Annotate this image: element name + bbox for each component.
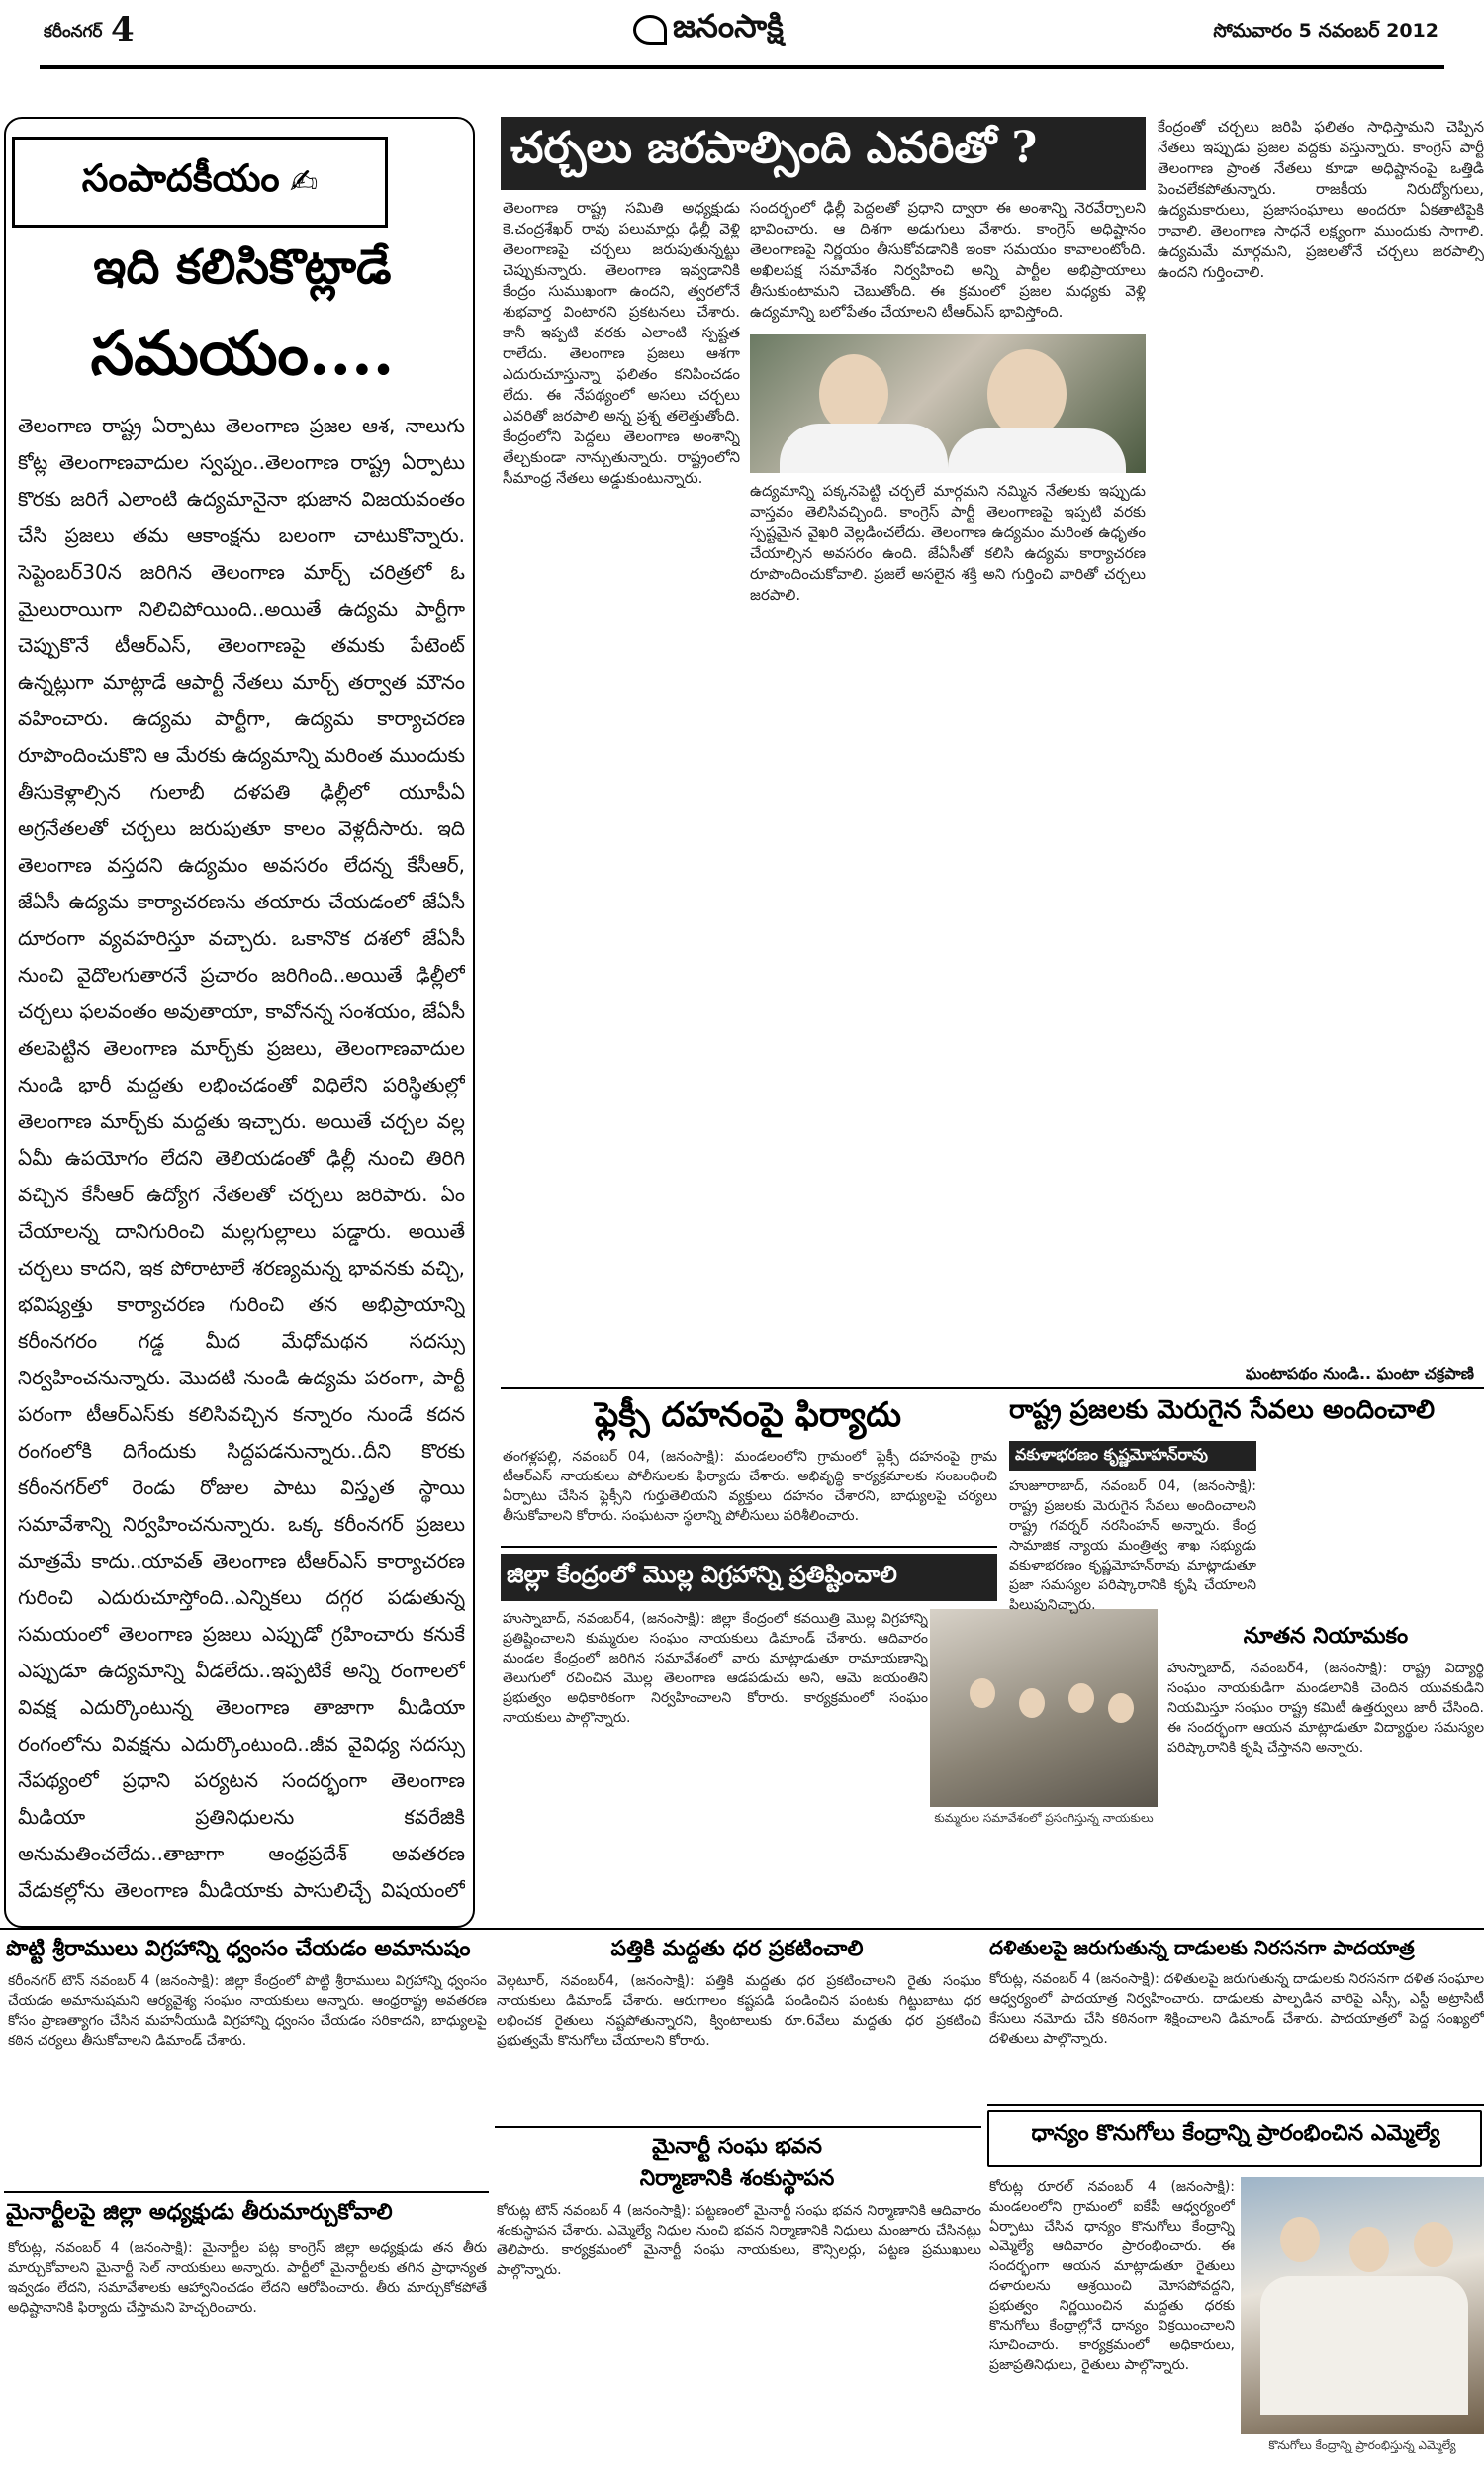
potti-headline: పొట్టి శ్రీరాములు విగ్రహాన్ని ధ్వంసం చేయడం అమానుషం bbox=[6, 1936, 471, 1961]
appointment-body: హుస్నాబాద్, నవంబర్4, (జనంసాక్షి): రాష్ట్ర విద్యార్థి సంఘం నాయకుడిగా మండలానికి చెందిన యువకుడిని నియమిస్తూ సంఘం రాష్ట్ర కమిటీ ఉత్తర్వులు జారీ చేసింది. ఈ సందర్భంగా ఆయన మాట్లాడుతూ విద్యార్థుల సమస్యల పరిష్కారానికి కృషి చేస్తానని అన్నారు. bbox=[1167, 1661, 1484, 1756]
dalit-rule bbox=[987, 2104, 1484, 2106]
lead-col1: తెలంగాణ రాష్ట్ర సమితి అధ్యక్షుడు కె.చంద్రశేఖర్ రావు పలుమార్లు ఢిల్లీ వెళ్లి తెలంగాణపై చర్చలు జరుపుతున్నట్టు చెప్పుకున్నారు. తెలంగాణ ఇవ్వడానికి కేంద్రం సుముఖంగా ఉందని, త్వరలోనే శుభవార్త వింటారని ప్రకటనలు చేశారు. కానీ ఇప్పటి వరకు ఎలాంటి స్పష్టత రాలేదు. తెలంగాణ ప్రజలు ఆశగా ఎదురుచూస్తున్నా ఫలితం కనిపించడం లేదు. ఈ నేపథ్యంలో అసలు చర్చలు ఎవరితో జరపాలి అన్న ప్రశ్న తలెత్తుతోంది. కేంద్రంలోని పెద్దలు తెలంగాణ అంశాన్ని తేల్చకుండా నాన్చుతున్నారు. రాష్ట్రంలోని సీమాంధ్ర నేతలు అడ్డుకుంటున్నారు. bbox=[503, 199, 740, 487]
paddy-rule bbox=[495, 2126, 981, 2128]
editorial-title-line2: సమయం.... bbox=[90, 317, 395, 389]
editorial-label: సంపాదకీయం bbox=[81, 154, 280, 200]
statue-headline: జిల్లా కేంద్రంలో మొల్ల విగ్రహాన్ని ప్రతిష్టించాలి bbox=[507, 1560, 897, 1588]
lead-photo bbox=[750, 334, 1146, 473]
lead-headline: చర్చలు జరపాల్సింది ఎవరితో ? bbox=[510, 123, 1038, 173]
lead-author: ఘంటాపథం నుండి.. ఘంటా చక్రపాణి bbox=[1245, 1364, 1474, 1382]
editorial-body: తెలంగాణ రాష్ట్ర ఏర్పాటు తెలంగాణ ప్రజల ఆశ, నాలుగు కోట్ల తెలంగాణవాదుల స్వప్నం..తెలంగాణ రాష్ట్ర ఏర్పాటు కొరకు జరిగే ఎలాంటి ఉద్యమానైనా భుజాన విజయవంతం చేసి ప్రజలు తమ ఆకాంక్షను బలంగా చాటుకొన్నారు. సెప్టెంబర్30న జరిగిన తెలంగాణ మార్చ్ చరిత్రలో ఓ మైలురాయిగా నిలిచిపోయింది..అయితే ఉద్యమ పార్టీగా చెప్పుకొనే టీఆర్ఎస్, తెలంగాణపై తమకు పేటెంట్ ఉన్నట్లుగా మాట్లాడే ఆపార్టీ నేతలు మార్చ్ తర్వాత మౌనం వహించారు. ఉద్యమ పార్టీగా, ఉద్యమ కార్యాచరణ రూపొందించుకొని ఆ మేరకు ఉద్యమాన్ని మరింత ముందుకు తీసుకెళ్లాల్సిన గులాబీ దళపతి ఢిల్లీలో యూపీఏ అగ్రనేతలతో చర్చలు జరుపుతూ కాలం వెళ్లదీసారు. ఇది తెలంగాణ వస్తదని ఉద్యమం అవసరం లేదన్న కేసీఆర్, జేఏసీ ఉద్యమ కార్యాచరణను తయారు చేయడంలో జేఏసీ దూరంగా వ్యవహరిస్తూ వచ్చారు. ఒకానొక దశలో జేఏసీ నుంచి వైదొలగుతారనే ప్రచారం జరిగింది..అయితే ఢిల్లీలో చర్చలు ఫలవంతం అవుతాయా, కావోనన్న సంశయం, జేఏసీ తలపెట్టిన తెలంగాణ మార్చ్‌కు ప్రజలు, తెలంగాణవాదుల నుండి భారీ మద్దతు లభించడంతో విధిలేని పరిస్థితుల్లో తెలంగాణ మార్చ్‌కు మద్దతు ఇచ్చారు. అయితే చర్చల వల్ల ఏమీ ఉపయోగం లేదని తెలియడంతో ఢిల్లీ నుంచి తిరిగి వచ్చిన కేసీఆర్ ఉద్యోగ నేతలతో చర్చలు జరిపారు. ఏం చేయాలన్న దానిగురించి మల్లగుల్లాలు పడ్డారు. అయితే చర్చలు కాదని, ఇక పోరాటాలే శరణ్యమన్న భావనకు వచ్చి, భవిష్యత్తు కార్యాచరణ గురించి తన అభిప్రాయాన్ని కరీంనగరం గడ్డ మీద మేధోమథన సదస్సు నిర్వహించనున్నారు. మొదటి నుండి ఉద్యమ పరంగా, పార్టీ పరంగా టీఆర్ఎస్‌కు కలిసివచ్చిన కన్నారం నుండే కదన రంగంలోకి దిగేందుకు సిద్దపడనున్నారు..దీని కొరకు కరీంనగర్‌లో రెండు రోజుల పాటు విస్తృత స్థాయి సమావేశాన్ని నిర్వహించనున్నారు. ఒక్క కరీంనగర్ ప్రజలు మాత్రమే కాదు..యావత్ తెలంగాణ టీఆర్ఎస్ కార్యాచరణ గురించి ఎదురుచూస్తోంది..ఎన్నికలు దగ్గర పడుతున్న సమయంలో తెలంగాణ ప్రజలు ఎప్పుడో గ్రహించారు కనుకే ఎప్పుడూ ఉద్యమాన్ని వీడలేదు..ఇప్పటికే అన్ని రంగాలలో వివక్ష ఎదుర్కొంటున్న తెలంగాణ తాజాగా మీడియా రంగంలోను వివక్షను ఎదుర్కొంటుంది..జీవ వైవిధ్య సదస్సు నేపథ్యంలో ప్రధాని పర్యటన సందర్భంగా తెలంగాణ మీడియా ప్రతినిధులను కవరేజికి అనుమతించలేదు..తాజాగా ఆంధ్రప్రదేశ్ అవతరణ వేడుకల్లోను తెలంగాణ మీడియాకు పాసులిచ్చే విషయంలో bbox=[18, 414, 465, 1902]
paper-logo bbox=[633, 8, 861, 51]
lead-bottom-rule bbox=[501, 1387, 1484, 1389]
minority-body: కోరుట్ల, నవంబర్ 4 (జనంసాక్షి): మైనార్టీల పట్ల కాంగ్రెస్ జిల్లా అధ్యక్షుడు తన తీరు మార్చుకోవాలని మైనార్టీ సెల్ నాయకులు అన్నారు. పార్టీలో మైనార్టీలకు తగిన ప్రాధాన్యత ఇవ్వడం లేదని, సమావేశాలకు ఆహ్వానించడం లేదని ఆరోపించారు. తీరు మార్చుకోకపోతే అధిష్టానానికి ఫిర్యాదు చేస్తామని హెచ్చరించారు. bbox=[8, 2240, 487, 2316]
grain-caption: కొనుగోలు కేంద్రాన్ని ప్రారంభిస్తున్న ఎమ్మెల్యే bbox=[1268, 2438, 1456, 2452]
services-subhead: వకుళాభరణం కృష్ణమోహన్‌రావు bbox=[1015, 1445, 1208, 1464]
services-body: హుజూరాబాద్, నవంబర్ 04, (జనంసాక్షి): రాష్ట్ర ప్రజలకు మెరుగైన సేవలు అందించాలని రాష్ట్ర గవర్నర్ నరసింహన్ అన్నారు. కేంద్ర సామాజిక న్యాయ మంత్రిత్వ శాఖ సభ్యుడు వకుళాభరణం కృష్ణమోహన్‌రావు మాట్లాడుతూ ప్రజా సమస్యల పరిష్కారానికి కృషి చేయాలని పిలుపునిచ్చారు. bbox=[1009, 1478, 1256, 1613]
flexi-rule bbox=[501, 1546, 997, 1548]
paper-name: జనంసాక్షి bbox=[673, 7, 784, 45]
minority-headline: మైనార్టీలపై జిల్లా అధ్యక్షుడు తీరుమార్చుకోవాలి bbox=[6, 2199, 393, 2225]
header-rule bbox=[40, 65, 1444, 69]
appointment-headline: నూతన నియామకం bbox=[1243, 1623, 1409, 1649]
header-city: కరీంనగర్ bbox=[44, 22, 103, 42]
bhavan-body: కోరుట్ల టౌన్ నవంబర్ 4 (జనంసాక్షి): పట్టణంలో మైనార్టీ సంఘ భవన నిర్మాణానికి ఆదివారం శంకుస్థాపన చేశారు. ఎమ్మెల్యే నిధుల నుంచి భవన నిర్మాణానికి నిధులు మంజూరు చేసినట్లు తెలిపారు. కార్యక్రమంలో మైనార్టీ సంఘ నాయకులు, కౌన్సిలర్లు, పట్టణ ప్రముఖులు పాల్గొన్నారు. bbox=[497, 2203, 981, 2278]
dalit-body: కోరుట్ల, నవంబర్ 4 (జనంసాక్షి): దళితులపై జరుగుతున్న దాడులకు నిరసనగా దళిత సంఘాల ఆధ్వర్యంలో పాదయాత్ర నిర్వహించారు. దాడులకు పాల్పడిన వారిపై ఎస్సీ, ఎస్టీ అట్రాసిటీ కేసులు నమోదు చేసి కఠినంగా శిక్షించాలని డిమాండ్ చేశారు. పాదయాత్రలో పెద్ద సంఖ్యలో దళితులు పాల్గొన్నారు. bbox=[989, 1971, 1484, 2046]
grain-headline: ధాన్యం కొనుగోలు కేంద్రాన్ని ప్రారంభించిన ఎమ్మెల్యే bbox=[1031, 2120, 1440, 2145]
header-page-number: 4 bbox=[111, 10, 135, 49]
statue-photo bbox=[930, 1609, 1158, 1807]
paddy-headline: పత్తికి మద్దతు ధర ప్రకటించాలి bbox=[610, 1936, 864, 1961]
pen-icon: ✍ bbox=[289, 162, 319, 202]
services-headline: రాష్ట్ర ప్రజలకు మెరుగైన సేవలు అందించాలి bbox=[1009, 1395, 1436, 1425]
dalit-headline: దళితులపై జరుగుతున్న దాడులకు నిరసనగా పాదయాత్ర bbox=[989, 1936, 1415, 1959]
header-date: సోమవారం 5 నవంబర్ 2012 bbox=[1213, 20, 1438, 42]
statue-body: హుస్నాబాద్, నవంబర్4, (జనంసాక్షి): జిల్లా కేంద్రంలో కవయిత్రి మొల్ల విగ్రహాన్ని ప్రతిష్టించాలని కుమ్మరుల సంఘం నాయకులు డిమాండ్ చేశారు. ఆదివారం మండల కేంద్రంలో జరిగిన సమావేశంలో వారు మాట్లాడుతూ రామాయణాన్ని తెలుగులో రచించిన మొల్ల తెలంగాణ ఆడపడుచు అని, ఆమె జయంతిని ప్రభుత్వం అధికారికంగా నిర్వహించాలని కోరారు. కార్యక్రమంలో సంఘం నాయకులు పాల్గొన్నారు. bbox=[503, 1611, 928, 1726]
editorial-title-line1: ఇది కలిసికొట్లాడే bbox=[93, 239, 392, 295]
page-header bbox=[0, 0, 1484, 67]
editorial-label-bar bbox=[12, 137, 388, 228]
lead-col3: ఉద్యమాన్ని పక్కనపెట్టి చర్చలే మార్గమని నమ్మిన నేతలకు ఇప్పుడు వాస్తవం తెలిసివచ్చింది. కాంగ్రెస్ పార్టీ తెలంగాణపై ఇప్పటి వరకు స్పష్టమైన వైఖరి వెల్లడించలేదు. తెలంగాణ ఉద్యమం మరింత ఉధృతం చేయాల్సిన అవసరం ఉంది. జేఏసీతో కలిసి ఉద్యమ కార్యాచరణ రూపొందించుకోవాలి. ప్రజలే అసలైన శక్తి అని గుర్తించి వారితో చర్చలు జరపాలి. bbox=[750, 482, 1146, 604]
services-body-right bbox=[1264, 1441, 1484, 1615]
bhavan-headline-line2: నిర్మాణానికి శంకుస్థాపన bbox=[639, 2165, 835, 2191]
flexi-headline: ఫ్లెక్సీ దహనంపై ఫిర్యాదు bbox=[594, 1395, 902, 1435]
grain-photo bbox=[1241, 2177, 1484, 2434]
lead-col4: కేంద్రంతో చర్చలు జరిపి ఫలితం సాధిస్తామని చెప్పిన నేతలు ఇప్పుడు ప్రజల వద్దకు వస్తున్నారు. కాంగ్రెస్ పార్టీ తెలంగాణ ప్రాంత నేతలు కూడా అధిష్టానంపై ఒత్తిడి పెంచలేకపోతున్నారు. రాజకీయ నిరుద్యోగులు, ఉద్యమకారులు, ప్రజాసంఘాలు అందరూ ఏకతాటిపైకి రావాలి. తెలంగాణ సాధనే లక్ష్యంగా ముందుకు సాగాలి. ఉద్యమమే మార్గమని, ప్రజలతోనే చర్చలు జరపాల్సి ఉందని గుర్తించాలి. bbox=[1158, 118, 1484, 281]
middle-rule bbox=[0, 1928, 1484, 1930]
bhavan-headline-line1: మైనార్టీ సంఘ భవన bbox=[652, 2134, 822, 2159]
flexi-body: తంగళ్లపల్లి, నవంబర్ 04, (జనంసాక్షి): మండలంలోని గ్రామంలో ఫ్లెక్సీ దహనంపై గ్రామ టీఆర్ఎస్ నాయకులు పోలీసులకు ఫిర్యాదు చేశారు. అభివృద్ధి కార్యక్రమాలకు సంబంధించి ఏర్పాటు చేసిన ఫ్లెక్సీని గుర్తుతెలియని వ్యక్తులు దహనం చేశారని, బాధ్యులపై చర్యలు తీసుకోవాలని కోరారు. సంఘటనా స్థలాన్ని పోలీసులు పరిశీలించారు. bbox=[503, 1449, 997, 1524]
logo-mark-icon bbox=[633, 15, 667, 45]
statue-caption: కుమ్మరుల సమావేశంలో ప్రసంగిస్తున్న నాయకులు bbox=[934, 1811, 1154, 1825]
lead-col2: సందర్భంలో ఢిల్లీ పెద్దలతో ప్రధాని ద్వారా ఈ అంశాన్ని నెరవేర్చాలని భావించారు. ఆ దిశగా అడుగులు వేశారు. కాంగ్రెస్ అధిష్టానం తెలంగాణపై నిర్ణయం తీసుకోవడానికి ఇంకా సమయం కావాలంటోంది. అఖిలపక్ష సమావేశం నిర్వహించి అన్ని పార్టీల అభిప్రాయాలు తీసుకుంటామని చెబుతోంది. ఈ క్రమంలో ప్రజల మధ్యకు వెళ్లి ఉద్యమాన్ని బలోపేతం చేయాలని టీఆర్ఎస్ భావిస్తోంది. bbox=[750, 199, 1146, 321]
paddy-body: వెల్గటూర్, నవంబర్4, (జనంసాక్షి): పత్తికి మద్దతు ధర ప్రకటించాలని రైతు సంఘం నాయకులు డిమాండ్ చేశారు. ఆరుగాలం కష్టపడి పండించిన పంటకు గిట్టుబాటు ధర లభించక రైతులు నష్టపోతున్నారని, క్వింటాలుకు రూ.6వేలు మద్దతు ధర ప్రకటించి ప్రభుత్వమే కొనుగోలు చేయాలని కోరారు. bbox=[497, 1973, 981, 2048]
grain-body: కోరుట్ల రూరల్ నవంబర్ 4 (జనంసాక్షి): మండలంలోని గ్రామంలో ఐకేపీ ఆధ్వర్యంలో ఏర్పాటు చేసిన ధాన్యం కొనుగోలు కేంద్రాన్ని ఎమ్మెల్యే ఆదివారం ప్రారంభించారు. ఈ సందర్భంగా ఆయన మాట్లాడుతూ రైతులు దళారులను ఆశ్రయించి మోసపోవద్దని, ప్రభుత్వం నిర్ణయించిన మద్దతు ధరకు కొనుగోలు కేంద్రాల్లోనే ధాన్యం విక్రయించాలని సూచించారు. కార్యక్రమంలో అధికారులు, ప్రజాప్రతినిధులు, రైతులు పాల్గొన్నారు. bbox=[989, 2179, 1235, 2373]
potti-rule bbox=[4, 2191, 489, 2193]
potti-body: కరీంనగర్ టౌన్ నవంబర్ 4 (జనంసాక్షి): జిల్లా కేంద్రంలో పొట్టి శ్రీరాములు విగ్రహాన్ని ధ్వంసం చేయడం అమానుషమని ఆర్యవైశ్య సంఘం నాయకులు అన్నారు. ఆంధ్రరాష్ట్ర అవతరణ కోసం ప్రాణత్యాగం చేసిన మహనీయుడి విగ్రహాన్ని ధ్వంసం చేయడం సరికాదని, బాధ్యులపై కఠిన చర్యలు తీసుకోవాలని డిమాండ్ చేశారు. bbox=[8, 1973, 487, 2048]
